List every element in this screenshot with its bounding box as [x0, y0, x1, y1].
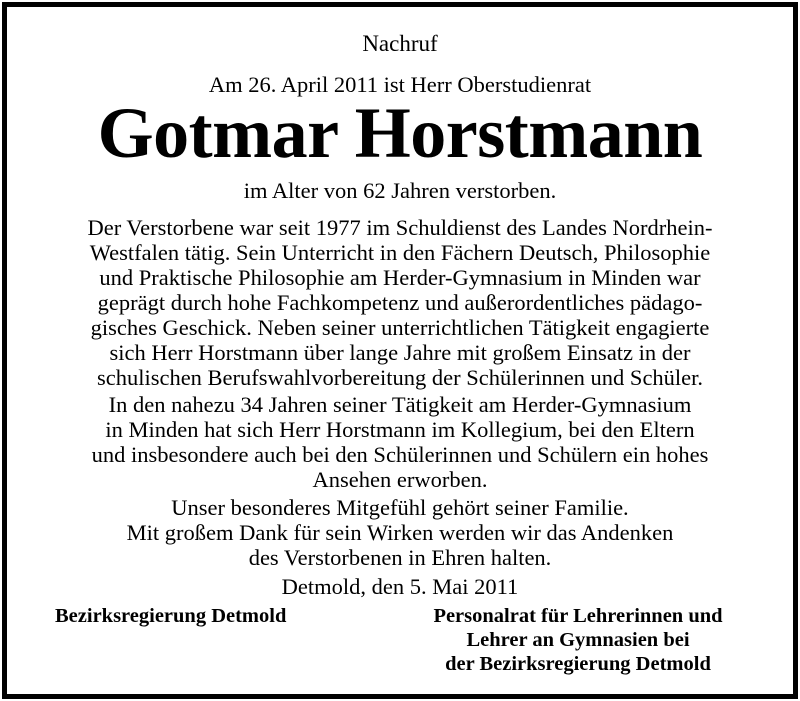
- paragraph-line: Ansehen erworben.: [312, 467, 488, 492]
- signatory-line: Personalrat für Lehrerinnen und: [433, 605, 723, 627]
- paragraph-line: und Praktische Philosophie am Herder-Gymnasium in Minden war: [99, 265, 701, 290]
- paragraph-line: in Minden hat sich Herr Horstmann im Kollegium, bei den Eltern: [105, 417, 695, 442]
- signatory-line: Lehrer an Gymnasien bei: [466, 629, 690, 651]
- paragraph-line: schulischen Berufswahlvorbereitung der Schülerinnen und Schüler.: [96, 365, 704, 390]
- paragraph-line: Westfalen tätig. Sein Unterricht in den Fächern Deutsch, Philosophie: [89, 240, 711, 265]
- paragraph-line: gisches Geschick. Neben seiner unterrichtlichen Tätigkeit engagierte: [90, 315, 710, 340]
- place-date: Detmold, den 5. Mai 2011: [281, 574, 519, 599]
- deceased-name: Gotmar Horstmann: [97, 93, 703, 173]
- notice-heading: Nachruf: [362, 31, 438, 56]
- paragraph-line: Mit großem Dank für sein Wirken werden wir das Andenken: [126, 520, 674, 545]
- paragraph-line: In den nahezu 34 Jahren seiner Tätigkeit am Herder-Gymnasium: [108, 392, 692, 417]
- age-line: im Alter von 62 Jahren verstorben.: [243, 178, 557, 203]
- paragraph-line: Unser besonderes Mitgefühl gehört seiner Familie.: [171, 495, 629, 520]
- signatory-line: der Bezirksregierung Detmold: [445, 653, 711, 675]
- paragraph-line: Der Verstorbene war seit 1977 im Schuldienst des Landes Nordrhein-: [87, 215, 713, 240]
- paragraph-line: und insbesondere auch bei den Schülerinnen und Schülern ein hohes: [91, 442, 709, 467]
- intro-line: Am 26. April 2011 ist Herr Oberstudienrat: [208, 72, 592, 97]
- paragraph-line: des Verstorbenen in Ehren halten.: [248, 545, 552, 570]
- obituary-notice: [2, 2, 798, 699]
- signatory-left: Bezirksregierung Detmold: [55, 605, 287, 627]
- paragraph-line: sich Herr Horstmann über lange Jahre mit großem Einsatz in der: [109, 340, 691, 365]
- paragraph-line: geprägt durch hohe Fachkompetenz und außerordentliches pädago-: [97, 290, 703, 315]
- signatory-right: [393, 604, 763, 676]
